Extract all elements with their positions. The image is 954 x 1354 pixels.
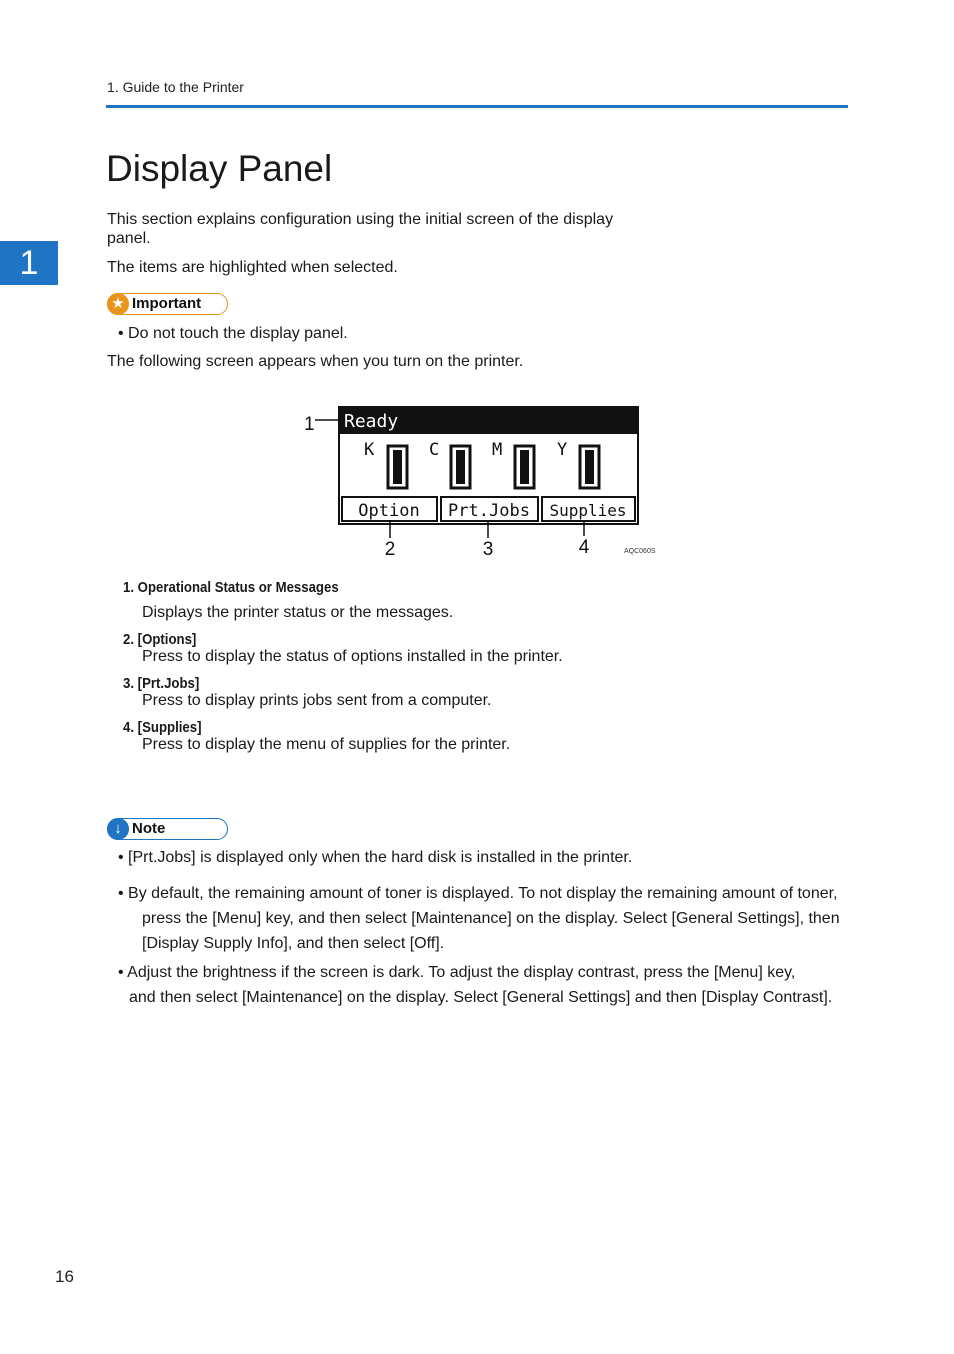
description-term: 3. [Prt.Jobs] <box>123 675 200 692</box>
toner-label-c: C <box>429 440 440 460</box>
prt-jobs-softkey-label: Prt.Jobs <box>448 501 530 521</box>
note-bullet <box>118 960 878 1010</box>
description-definition: Press to display the menu of supplies for the printer. <box>142 736 511 753</box>
description-term: 2. [Options] <box>123 631 197 648</box>
note-bullet-line: press the [Menu] key, and then select [Maintenance] on the display. Select [General Settings], then <box>142 910 840 927</box>
important-badge <box>107 293 228 315</box>
display-panel-figure <box>296 400 666 565</box>
note-bullet: • [Prt.Jobs] is displayed only when the hard disk is installed in the printer. <box>118 849 633 866</box>
intro-paragraph: This section explains configuration using the initial screen of the display panel. <box>107 211 614 247</box>
star-icon: ★ <box>107 293 129 315</box>
figure-code: AQC060S <box>624 548 656 555</box>
note-badge-label: Note <box>132 820 166 837</box>
description-term: 1. Operational Status or Messages <box>123 579 339 596</box>
callout-3: 3 <box>482 539 494 560</box>
toner-label-k: K <box>364 440 375 460</box>
description-definition: Displays the printer status or the messages. <box>142 604 454 621</box>
description-term: 4. [Supplies] <box>123 719 202 736</box>
status-text: Ready <box>344 411 399 432</box>
arrow-down-icon: ↓ <box>107 818 129 840</box>
page-title: Display Panel <box>106 148 333 189</box>
note-bullet-line: and then select [Maintenance] on the display. Select [General Settings] and then [Display Contrast]. <box>129 989 833 1006</box>
screen-intro: The following screen appears when you turn on the printer. <box>107 353 524 370</box>
callout-1: 1 <box>304 414 315 435</box>
description-definition: Press to display prints jobs sent from a computer. <box>142 692 492 709</box>
note-bullet-line: • Adjust the brightness if the screen is dark. To adjust the display contrast, press the [Menu] key, <box>118 964 796 981</box>
note-bullet <box>118 881 878 956</box>
chapter-tab: 1 <box>0 241 58 285</box>
page-number: 16 <box>55 1267 74 1286</box>
note-bullet-line: • By default, the remaining amount of toner is displayed. To not display the remaining amount of toner, <box>118 885 838 902</box>
note-badge <box>107 818 228 840</box>
header-rule <box>106 105 848 108</box>
callout-2: 2 <box>384 539 396 560</box>
supplies-softkey-label: Supplies <box>549 501 627 520</box>
description-definition: Press to display the status of options installed in the printer. <box>142 648 563 665</box>
running-header: 1. Guide to the Printer <box>107 79 244 95</box>
important-badge-label: Important <box>132 295 202 312</box>
important-bullet: • Do not touch the display panel. <box>118 325 348 342</box>
note-bullet-line: [Display Supply Info], and then select [Off]. <box>142 935 445 952</box>
callout-4: 4 <box>578 537 590 558</box>
intro-paragraph: The items are highlighted when selected. <box>107 259 398 276</box>
toner-label-m: M <box>492 440 503 460</box>
toner-label-y: Y <box>557 440 568 460</box>
option-softkey-label: Option <box>358 501 420 521</box>
